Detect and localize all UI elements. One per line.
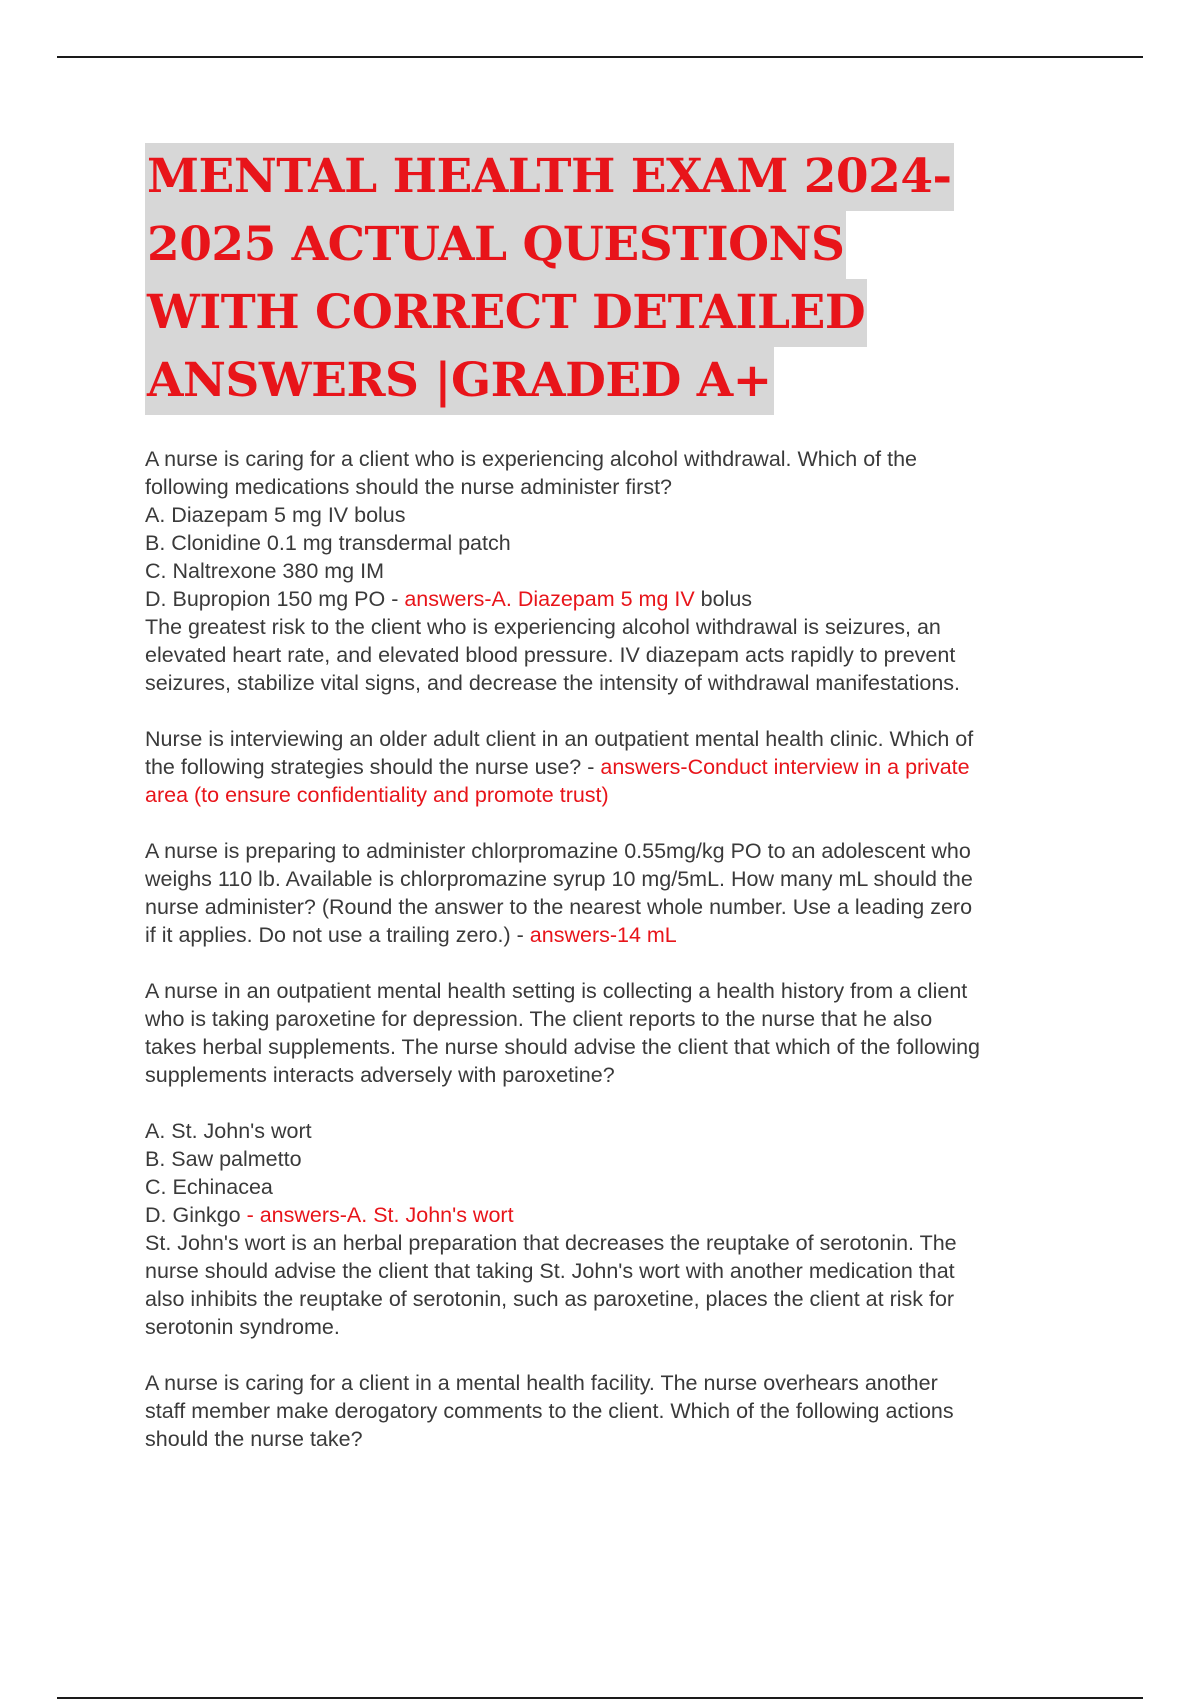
- question-stem-line: following medications should the nurse administer first?: [145, 475, 673, 499]
- question-stem-line: staff member make derogatory comments to the client. Which of the following actions: [145, 1399, 954, 1423]
- question-stem-line: takes herbal supplements. The nurse should advise the client that which of the following: [145, 1035, 981, 1059]
- option-c: C. Echinacea: [145, 1175, 273, 1199]
- title-line: 2025 ACTUAL QUESTIONS: [145, 211, 846, 279]
- option-b: B. Saw palmetto: [145, 1147, 302, 1171]
- question-stem-line: Nurse is interviewing an older adult client in an outpatient mental health clinic. Which of: [145, 727, 974, 751]
- option-b: B. Clonidine 0.1 mg transdermal patch: [145, 531, 511, 555]
- question-stem-line: A nurse is caring for a client in a mental health facility. The nurse overhears another: [145, 1371, 938, 1395]
- option-d: D. Bupropion 150 mg PO -: [145, 587, 405, 611]
- answer-text: - answers-A. St. John's wort: [240, 1203, 514, 1227]
- question-stem-line: A nurse is preparing to administer chlorpromazine 0.55mg/kg PO to an adolescent who: [145, 839, 971, 863]
- rationale-line: also inhibits the reuptake of serotonin, such as paroxetine, places the client at risk for: [145, 1287, 955, 1311]
- question-2: [145, 725, 1085, 809]
- question-stem-answer-line: [145, 921, 1085, 949]
- answer-text: answers-14 mL: [529, 923, 677, 947]
- question-5: [145, 1369, 1085, 1453]
- question-stem-line: A nurse is caring for a client who is experiencing alcohol withdrawal. Which of the: [145, 447, 917, 471]
- rationale-line: seizures, stabilize vital signs, and decrease the intensity of withdrawal manifestations.: [145, 671, 961, 695]
- option-d: D. Ginkgo: [145, 1203, 241, 1227]
- answer-text: answers-A. Diazepam 5 mg IV: [404, 587, 695, 611]
- option-a: A. St. John's wort: [145, 1119, 312, 1143]
- question-stem-line: weighs 110 lb. Available is chlorpromazine syrup 10 mg/5mL. How many mL should the: [145, 867, 973, 891]
- rationale-line: The greatest risk to the client who is experiencing alcohol withdrawal is seizures, an: [145, 615, 941, 639]
- option-a: A. Diazepam 5 mg IV bolus: [145, 503, 406, 527]
- answer-text: area (to ensure confidentiality and promote trust): [145, 783, 609, 807]
- answer-tail: bolus: [694, 587, 753, 611]
- question-stem-line: should the nurse take?: [145, 1427, 363, 1451]
- question-stem-line: A nurse in an outpatient mental health setting is collecting a health history from a client: [145, 979, 968, 1003]
- spacer: [145, 809, 1085, 837]
- question-stem-answer-line: [145, 753, 1085, 781]
- rationale-line: St. John's wort is an herbal preparation that decreases the reuptake of serotonin. The: [145, 1231, 957, 1255]
- spacer: [145, 697, 1085, 725]
- option-d-line: [145, 1201, 1085, 1229]
- question-stem-line: if it applies. Do not use a trailing zero.) -: [145, 923, 530, 947]
- bottom-rule: [57, 1697, 1143, 1699]
- question-stem-line: nurse administer? (Round the answer to the nearest whole number. Use a leading zero: [145, 895, 973, 919]
- spacer: [145, 1341, 1085, 1369]
- option-c: C. Naltrexone 380 mg IM: [145, 559, 384, 583]
- spacer: [145, 1089, 1085, 1117]
- question-stem-line: supplements interacts adversely with paroxetine?: [145, 1063, 615, 1087]
- option-d-line: [145, 585, 1085, 613]
- spacer: [145, 949, 1085, 977]
- title-line: MENTAL HEALTH EXAM 2024-: [145, 143, 954, 211]
- rationale-line: nurse should advise the client that taking St. John's wort with another medication that: [145, 1259, 955, 1283]
- top-rule: [57, 56, 1143, 58]
- question-3: [145, 837, 1085, 949]
- question-1: [145, 445, 1085, 697]
- rationale-line: serotonin syndrome.: [145, 1315, 340, 1339]
- question-stem-line: the following strategies should the nurse use? -: [145, 755, 601, 779]
- document-page: [145, 143, 1085, 1453]
- question-stem-line: who is taking paroxetine for depression. The client reports to the nurse that he also: [145, 1007, 933, 1031]
- question-4: [145, 977, 1085, 1341]
- questions-body: [145, 445, 1085, 1453]
- title-line: WITH CORRECT DETAILED: [145, 279, 867, 347]
- answer-text: answers-Conduct interview in a private: [600, 755, 970, 779]
- title-line: ANSWERS |GRADED A+: [145, 347, 774, 415]
- document-title: [145, 143, 1085, 415]
- rationale-line: elevated heart rate, and elevated blood pressure. IV diazepam acts rapidly to prevent: [145, 643, 956, 667]
